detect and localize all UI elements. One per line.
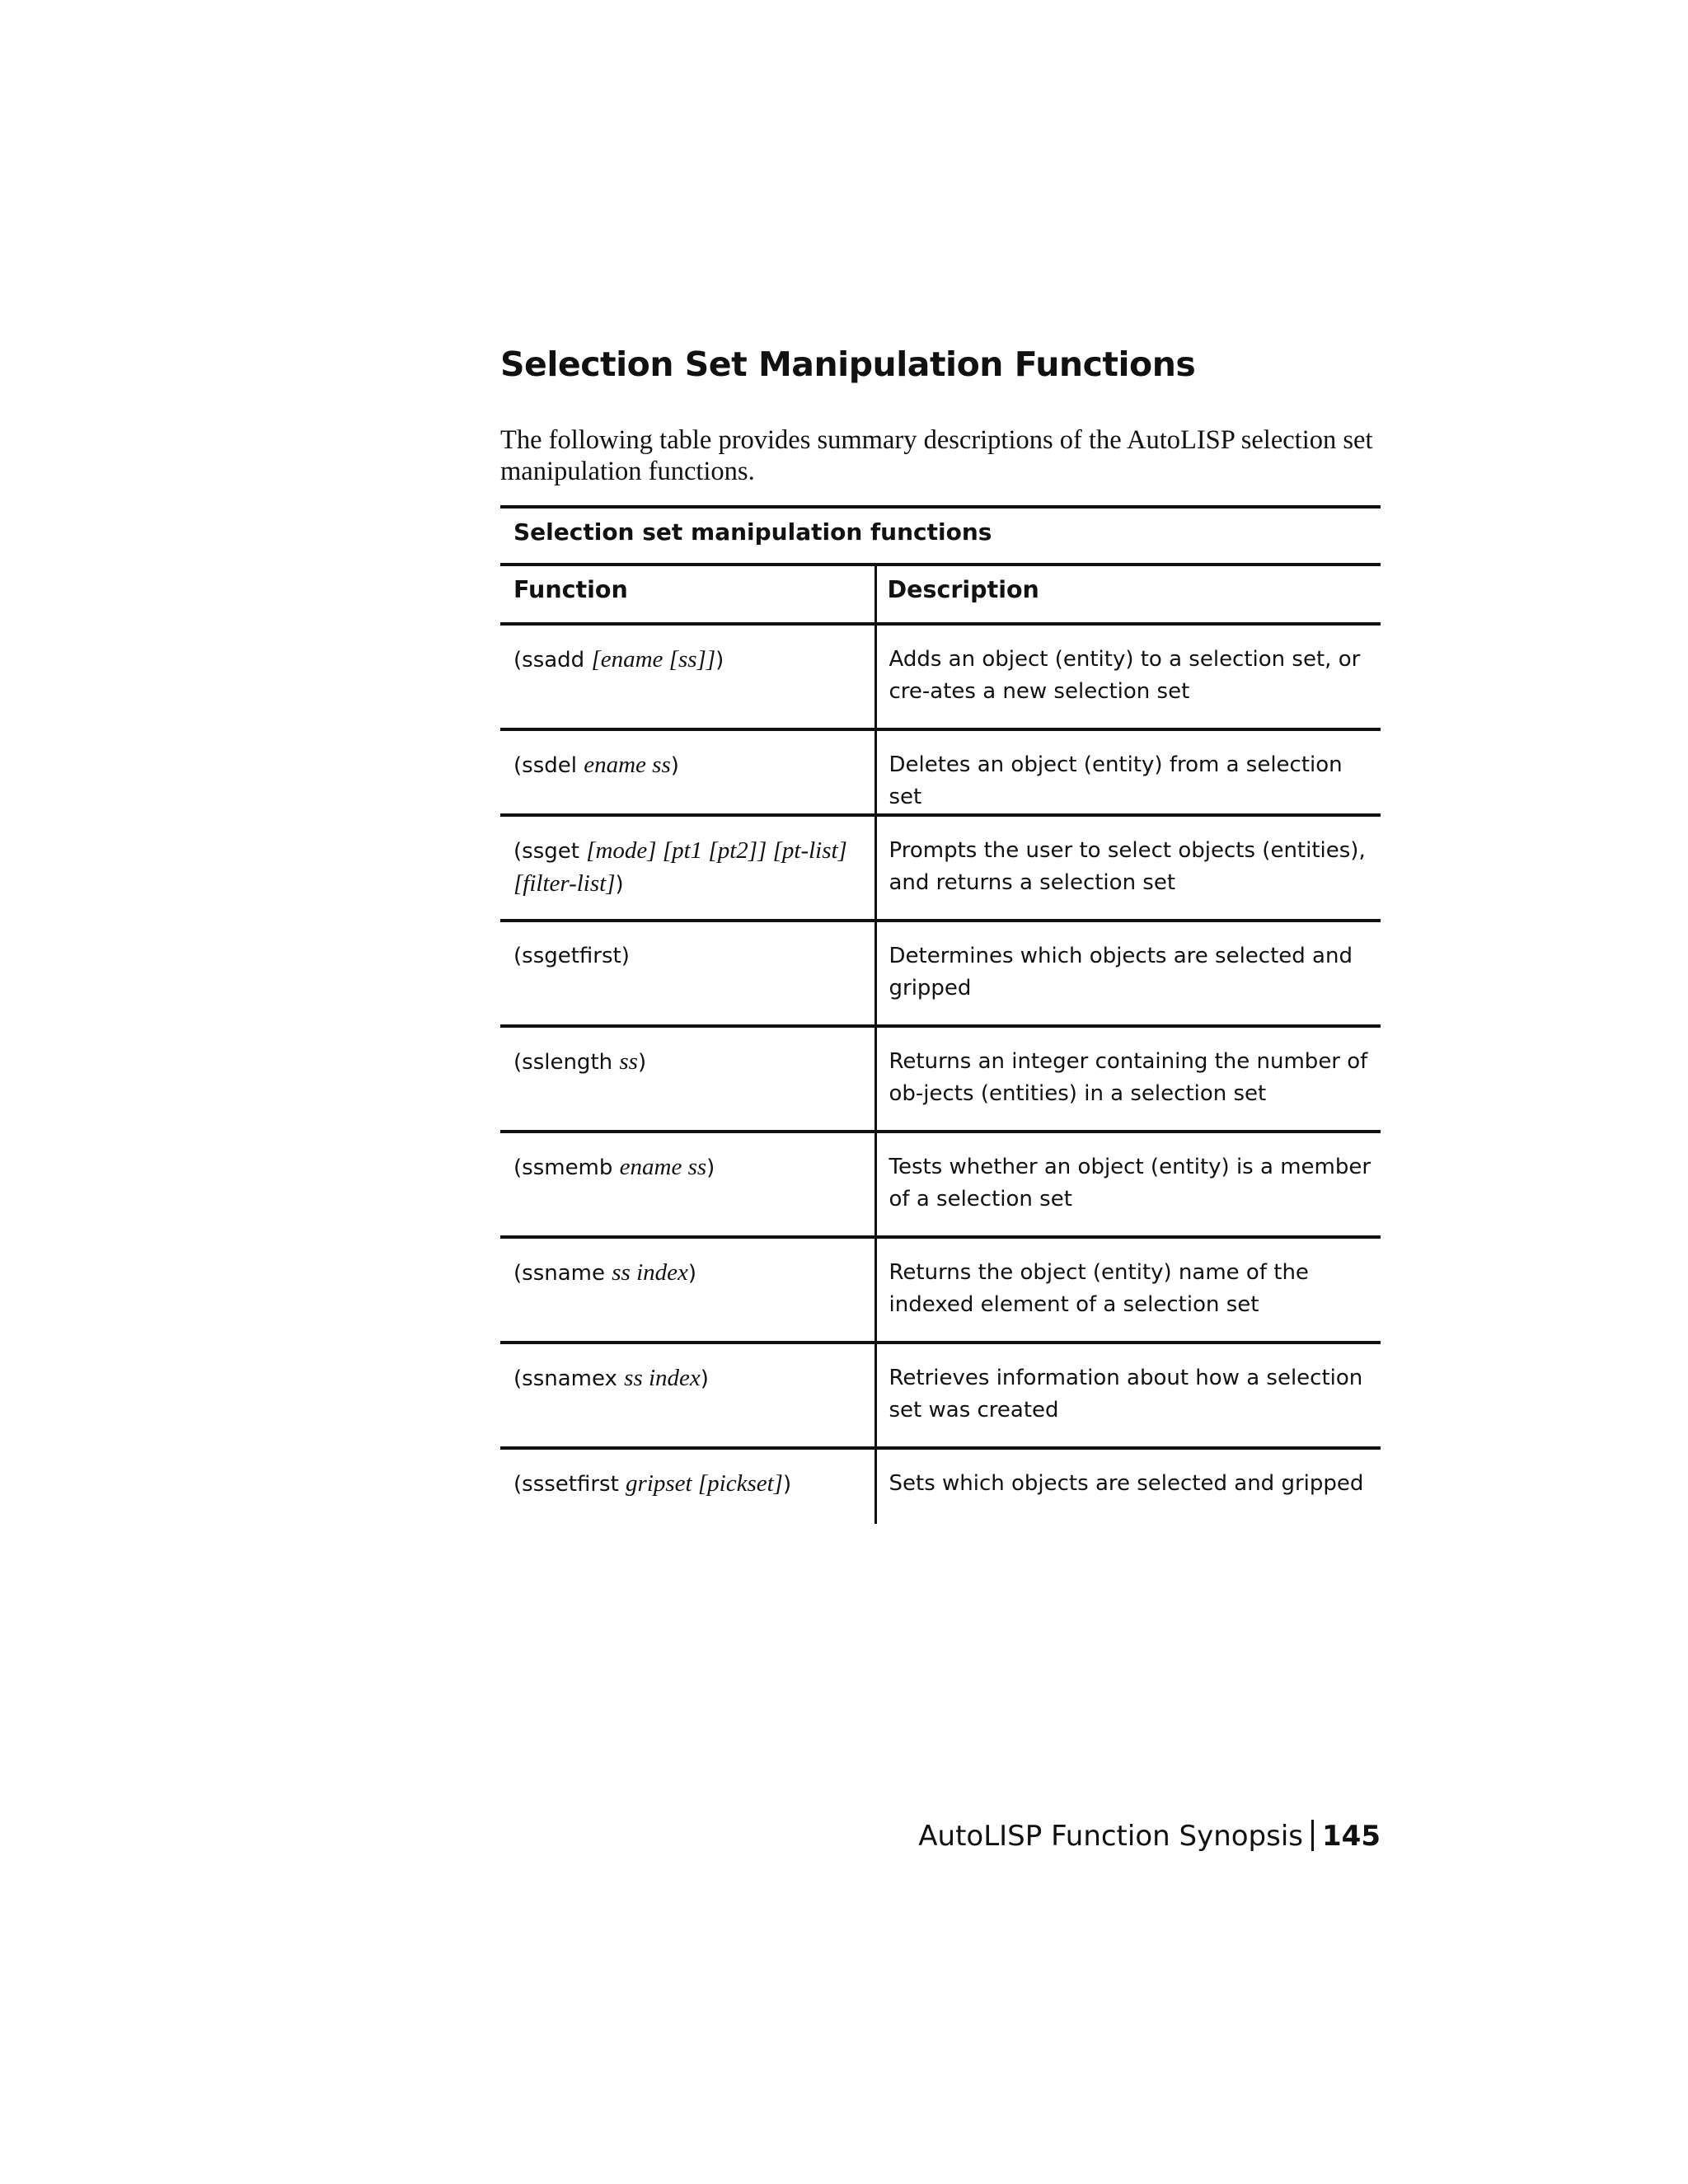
table-row (500, 1343, 1381, 1448)
function-args: ss index (612, 1259, 688, 1286)
column-header-function: Function (500, 565, 875, 624)
function-description: Returns an integer containing the number of ob-jects (entities) in a selection set (875, 1026, 1381, 1132)
table-row (500, 624, 1381, 729)
function-signature (500, 1237, 875, 1343)
function-description: Retrieves information about how a selection set was created (875, 1343, 1381, 1448)
table-row (500, 1132, 1381, 1237)
function-signature (500, 815, 875, 921)
function-description: Returns the object (entity) name of the indexed element of a selection set (875, 1237, 1381, 1343)
function-name: (ssmemb (513, 1155, 613, 1180)
function-description: Adds an object (entity) to a selection set, or cre-ates a new selection set (875, 624, 1381, 729)
function-args: [ename [ss]] (591, 646, 716, 673)
function-signature (500, 1448, 875, 1524)
function-close: ) (715, 648, 724, 673)
section-title: Selection Set Manipulation Functions (500, 344, 1196, 384)
function-name: (ssgetfirst (513, 944, 621, 968)
column-header-description: Description (875, 565, 1381, 624)
footer-divider (1311, 1820, 1314, 1851)
table-row (500, 1448, 1381, 1524)
function-signature (500, 1343, 875, 1448)
function-name: (sslength (513, 1050, 613, 1075)
table-row (500, 921, 1381, 1026)
function-name: (ssname (513, 1261, 605, 1286)
function-signature (500, 729, 875, 815)
page-footer (918, 1820, 1381, 1853)
function-args: ss (619, 1048, 638, 1075)
function-name: (sssetfirst (513, 1472, 619, 1497)
function-description: Deletes an object (entity) from a selection set (875, 729, 1381, 815)
function-description: Tests whether an object (entity) is a member of a selection set (875, 1132, 1381, 1237)
table-row (500, 1237, 1381, 1343)
function-signature (500, 1132, 875, 1237)
function-close: ) (637, 1050, 647, 1075)
function-signature (500, 624, 875, 729)
table-row (500, 729, 1381, 815)
function-description: Determines which objects are selected and gripped (875, 921, 1381, 1026)
function-close: ) (615, 872, 624, 897)
function-args-continued: [filter-list] (513, 870, 616, 897)
function-description: Sets which objects are selected and gripped (875, 1448, 1381, 1524)
function-description: Prompts the user to select objects (entities), and returns a selection set (875, 815, 1381, 921)
intro-paragraph: The following table provides summary descriptions of the AutoLISP selection set manipulation functions. (500, 425, 1373, 486)
function-close: ) (706, 1155, 715, 1180)
function-args: gripset [pickset] (626, 1470, 783, 1497)
page-number: 145 (1322, 1820, 1381, 1853)
function-name: (ssget (513, 839, 579, 864)
function-signature (500, 921, 875, 1026)
function-args: [mode] [pt1 [pt2]] [pt-list] (586, 837, 847, 864)
function-name: (ssdel (513, 753, 577, 778)
function-close: ) (621, 944, 630, 968)
table-row (500, 1026, 1381, 1132)
table-caption: Selection set manipulation functions (500, 505, 1381, 563)
function-close: ) (687, 1261, 697, 1286)
function-args: ss index (624, 1365, 701, 1391)
function-close: ) (700, 1366, 709, 1391)
function-close: ) (670, 753, 679, 778)
function-close: ) (782, 1472, 792, 1497)
functions-table (500, 563, 1381, 1524)
function-signature (500, 1026, 875, 1132)
table-row (500, 815, 1381, 921)
function-args: ename ss (619, 1154, 707, 1180)
function-name: (ssnamex (513, 1366, 617, 1391)
table-header-row (500, 565, 1381, 624)
functions-table-block (500, 505, 1381, 1524)
function-args: ename ss (584, 752, 671, 778)
footer-title: AutoLISP Function Synopsis (918, 1820, 1304, 1853)
function-name: (ssadd (513, 648, 585, 673)
